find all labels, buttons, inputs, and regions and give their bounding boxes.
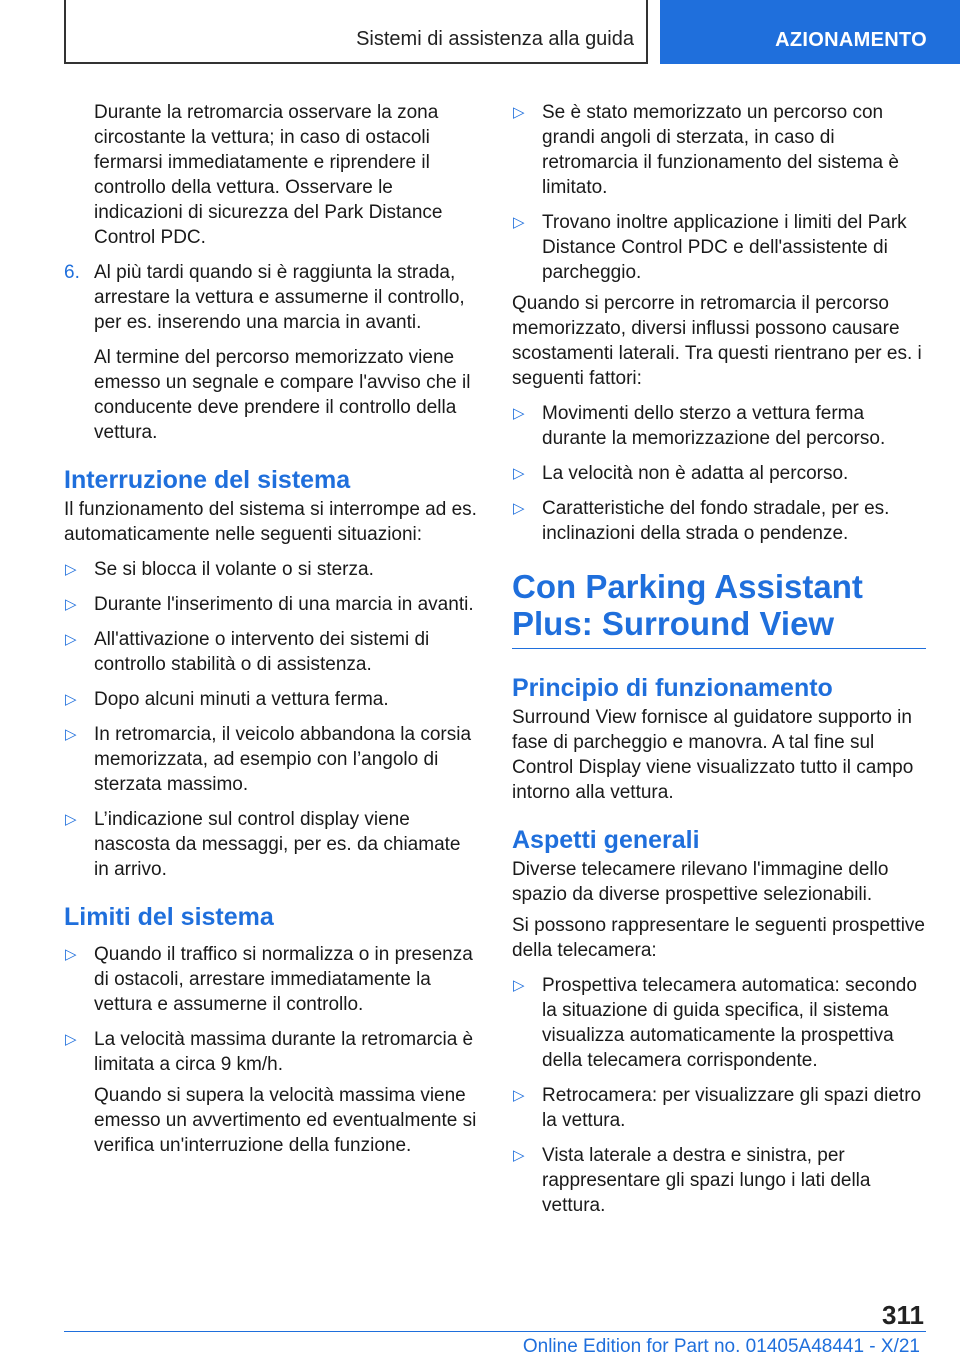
interruption-intro: Il funzionamento del sistema si interrompe ad es. automaticamente nelle seguenti situazioni: (64, 499, 477, 545)
reverse-intro: Quando si percorre in retromarcia il percorso memorizzato, diversi influssi possono causare scostamenti laterali. Tra questi rientrano per es. i seguenti fattori: (512, 293, 922, 389)
list-item: ▷ Durante l'inserimento di una marcia in avanti. (65, 594, 474, 615)
list-item: ▷ La velocità non è adatta al percorso. (513, 463, 849, 484)
triangle-bullet-icon: ▷ (513, 465, 525, 482)
section-tab (64, 0, 648, 64)
edition-footer: Online Edition for Part no. 01405A48441 - X/21 (522, 1336, 920, 1357)
list-item: ▷ Caratteristiche del fondo stradale, per es. inclinazioni della strada o pendenze. (513, 498, 890, 544)
step-text: Al più tardi quando si è raggiunta la strada, arrestare la vettura e assumerne il controllo, per es. inserendo una marcia in avanti. (94, 262, 465, 333)
section-title: Sistemi di assistenza alla guida (356, 28, 634, 50)
chapter-tab (660, 0, 960, 64)
limits-list (64, 942, 478, 1077)
list-item: ▷ Se è stato memorizzato un percorso con grandi angoli di sterzata, in caso di retromarcia il funzionamento del sistema è limitato. (513, 102, 899, 198)
section-heading-interruption: Interruzione del sistema (64, 466, 351, 494)
triangle-bullet-icon: ▷ (513, 104, 525, 121)
list-item: ▷ L’indicazione sul control display viene nascosta da messaggi, per es. da chiamate in arrivo. (65, 809, 461, 880)
limits-list-continued (512, 100, 926, 285)
step-number: 6. (64, 262, 80, 283)
triangle-bullet-icon: ▷ (513, 214, 525, 231)
triangle-bullet-icon: ▷ (65, 811, 77, 828)
reverse-factors-list (512, 401, 926, 546)
list-item: ▷ Movimenti dello sterzo a vettura ferma durante la memorizzazione del percorso. (513, 403, 886, 449)
triangle-bullet-icon: ▷ (513, 977, 525, 994)
triangle-bullet-icon: ▷ (65, 631, 77, 648)
triangle-bullet-icon: ▷ (65, 596, 77, 613)
list-item: ▷ In retromarcia, il veicolo abbandona la corsia memorizzata, ad esempio con l’angolo di sterzata massimo. (65, 724, 472, 795)
footer-divider (64, 1331, 926, 1332)
list-item: ▷ Vista laterale a destra e sinistra, per rappresentare gli spazi lungo i lati della vettura. (513, 1145, 871, 1216)
section-heading-principle: Principio di funzionamento (512, 674, 833, 702)
left-column (64, 100, 478, 1158)
page-header (0, 0, 960, 66)
step-6-note: Al termine del percorso memorizzato viene emesso un segnale e compare l'avviso che il conducente deve prendere il controllo della vettura. (94, 347, 471, 443)
section-heading-limits: Limiti del sistema (64, 903, 274, 931)
step-6 (64, 260, 478, 335)
section-heading-general: Aspetti generali (512, 826, 700, 854)
interruption-list (64, 557, 478, 882)
limits-note: Quando si supera la velocità massima viene emesso un avvertimento ed eventualmente si verifica un'interruzione della funzione. (94, 1085, 477, 1156)
triangle-bullet-icon: ▷ (513, 1087, 525, 1104)
list-item: ▷ Trovano inoltre applicazione i limiti del Park Distance Control PDC e dell'assistente di parcheggio. (513, 212, 907, 283)
continued-paragraph: Durante la retromarcia osservare la zona circostante la vettura; in caso di ostacoli fermarsi immediatamente e riprendere il controllo della vettura. Osservare le indicazioni di sicurezza del Park Distance Control PDC. (94, 102, 443, 248)
triangle-bullet-icon: ▷ (513, 405, 525, 422)
chapter-heading-surround-view: Con Parking Assistant Plus: Surround View (512, 568, 926, 649)
general-text-2: Si possono rappresentare le seguenti prospettive della telecamera: (512, 915, 925, 961)
triangle-bullet-icon: ▷ (65, 561, 77, 578)
principle-text: Surround View fornisce al guidatore supporto in fase di parcheggio e manovra. A tal fine sul Control Display viene visualizzato tutto il campo intorno alla vettura. (512, 707, 914, 803)
list-item: ▷ Se si blocca il volante o si sterza. (65, 559, 374, 580)
right-column (512, 100, 926, 1218)
triangle-bullet-icon: ▷ (65, 1031, 77, 1048)
triangle-bullet-icon: ▷ (65, 726, 77, 743)
triangle-bullet-icon: ▷ (65, 946, 77, 963)
list-item: ▷ All'attivazione o intervento dei sistemi di controllo stabilità o di assistenza. (65, 629, 430, 675)
triangle-bullet-icon: ▷ (513, 1147, 525, 1164)
general-text-1: Diverse telecamere rilevano l'immagine dello spazio da diverse prospettive selezionabili. (512, 859, 889, 905)
list-item: ▷ Dopo alcuni minuti a vettura ferma. (65, 689, 389, 710)
list-item: ▷ Prospettiva telecamera automatica: secondo la situazione di guida specifica, il sistema visualizza automaticamente la prospettiva della telecamera corrispondente. (513, 975, 917, 1071)
page-number: 311 (882, 1300, 924, 1330)
camera-perspectives-list (512, 973, 926, 1218)
list-item: ▷ Retrocamera: per visualizzare gli spazi dietro la vettura. (513, 1085, 922, 1131)
chapter-title: AZIONAMENTO (775, 29, 927, 51)
list-item: ▷ Quando il traffico si normalizza o in presenza di ostacoli, arrestare immediatamente la vettura e assumerne il controllo. (65, 944, 473, 1015)
list-item: ▷ La velocità massima durante la retromarcia è limitata a circa 9 km/h. (65, 1029, 474, 1075)
triangle-bullet-icon: ▷ (513, 500, 525, 517)
triangle-bullet-icon: ▷ (65, 691, 77, 708)
